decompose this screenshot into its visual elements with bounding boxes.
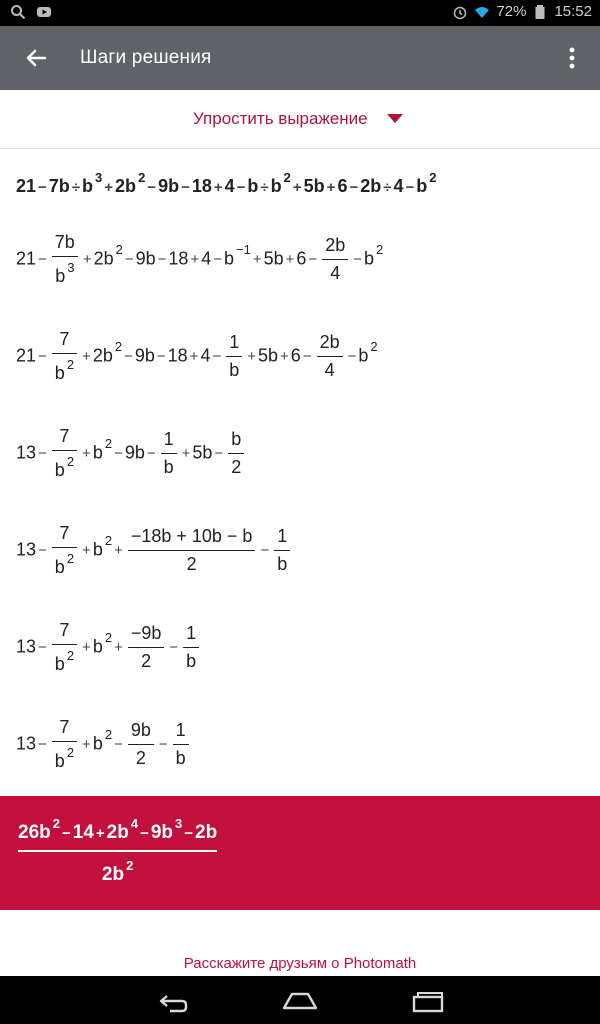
- step-2: 21 − $\frac{7}{b ^2}$ + 2b $^2$− 9b − 18 + 4 − $\frac{1}{b}$ + 5b + 6 − $\frac{2b}{4}$ − b $^2$: [16, 329, 378, 383]
- navigation-bar: [0, 976, 600, 1024]
- fraction: $\frac{7}{b ^2}$: [52, 329, 77, 384]
- fraction: $\frac{7}{b ^2}$: [52, 426, 77, 481]
- youtube-icon: [36, 4, 52, 20]
- page-title: Шаги решения: [80, 47, 212, 68]
- fraction: $\frac{7}{b ^2}$: [52, 717, 77, 772]
- battery-icon: [532, 4, 548, 20]
- dropdown-label: Упростить выражение: [193, 109, 368, 128]
- share-link[interactable]: Расскажите друзьям о Photomath: [183, 955, 417, 972]
- fraction: $\frac{1}{b}$: [161, 429, 177, 478]
- fraction: $\frac{7}{b ^2}$: [52, 523, 77, 578]
- fraction: $\frac{7}{b ^2}$: [52, 620, 77, 675]
- back-arrow-icon[interactable]: [20, 42, 52, 74]
- step-original-expression: 21 − 7b ÷ b $^3$+ 2b $^2$− 9b − 18 + 4 − b ÷ b $^2$+ 5b + 6 − 2b ÷ 4 − b $^2$: [16, 170, 437, 196]
- fraction: $\frac{1}{b}$: [173, 720, 189, 769]
- wifi-icon: [474, 4, 490, 20]
- fraction: $\frac{1}{b}$: [274, 526, 290, 575]
- fraction: $\frac{9b}{2}$: [128, 720, 154, 769]
- step-3: 13 − $\frac{7}{b ^2}$ + b $^2$− 9b − $\frac{1}{b}$ + 5b − $\frac{b}{2}$: [16, 426, 247, 481]
- clock: 15:52: [554, 3, 592, 20]
- fraction: $\frac{7b}{b ^3}$: [52, 232, 78, 287]
- fraction: $\frac{1}{b}$: [226, 332, 242, 381]
- status-bar: [0, 0, 600, 26]
- fraction: $\frac{1}{b}$: [183, 623, 199, 672]
- app-bar: [0, 26, 600, 90]
- final-result: [0, 796, 600, 910]
- step-4: 13 − $\frac{7}{b ^2}$ + b $^2$+ $\frac{-18b + 10b - b}{2}$ − $\frac{1}{b}$: [16, 523, 293, 578]
- fraction: $\frac{2b}{4}$: [317, 332, 343, 381]
- fraction: $\frac{b}{2}$: [228, 429, 244, 478]
- battery-percent: 72%: [496, 3, 527, 20]
- alarm-icon: [452, 4, 468, 20]
- search-icon: [10, 4, 26, 20]
- home-nav-icon[interactable]: [280, 986, 320, 1016]
- step-1: 21 − $\frac{7b}{b ^3}$ + 2b $^2$− 9b − 18 + 4 − b $^{-1}$+ 5b + 6 − $\frac{2b}{4}$ − b $^2$: [16, 232, 384, 286]
- result-expression: $\frac{26b ^2- 14 + 2b ^4- 9b ^3- 2b}{2b ^2}$: [18, 816, 218, 885]
- fraction: $\frac{2b}{4}$: [322, 235, 348, 284]
- step-5: 13 − $\frac{7}{b ^2}$ + b $^2$+ $\frac{-9b}{2}$ − $\frac{1}{b}$: [16, 620, 202, 675]
- back-nav-icon[interactable]: [152, 986, 192, 1016]
- caret-down-icon: [387, 114, 403, 123]
- simplify-dropdown[interactable]: [0, 90, 600, 149]
- step-6: 13 − $\frac{7}{b ^2}$ + b $^2$− $\frac{9b}{2}$ − $\frac{1}{b}$: [16, 717, 192, 772]
- fraction: $\frac{-18b + 10b - b}{2}$: [128, 526, 256, 575]
- more-options-icon[interactable]: [562, 44, 582, 72]
- fraction: $\frac{-9b}{2}$: [128, 623, 165, 672]
- recents-nav-icon[interactable]: [408, 986, 448, 1016]
